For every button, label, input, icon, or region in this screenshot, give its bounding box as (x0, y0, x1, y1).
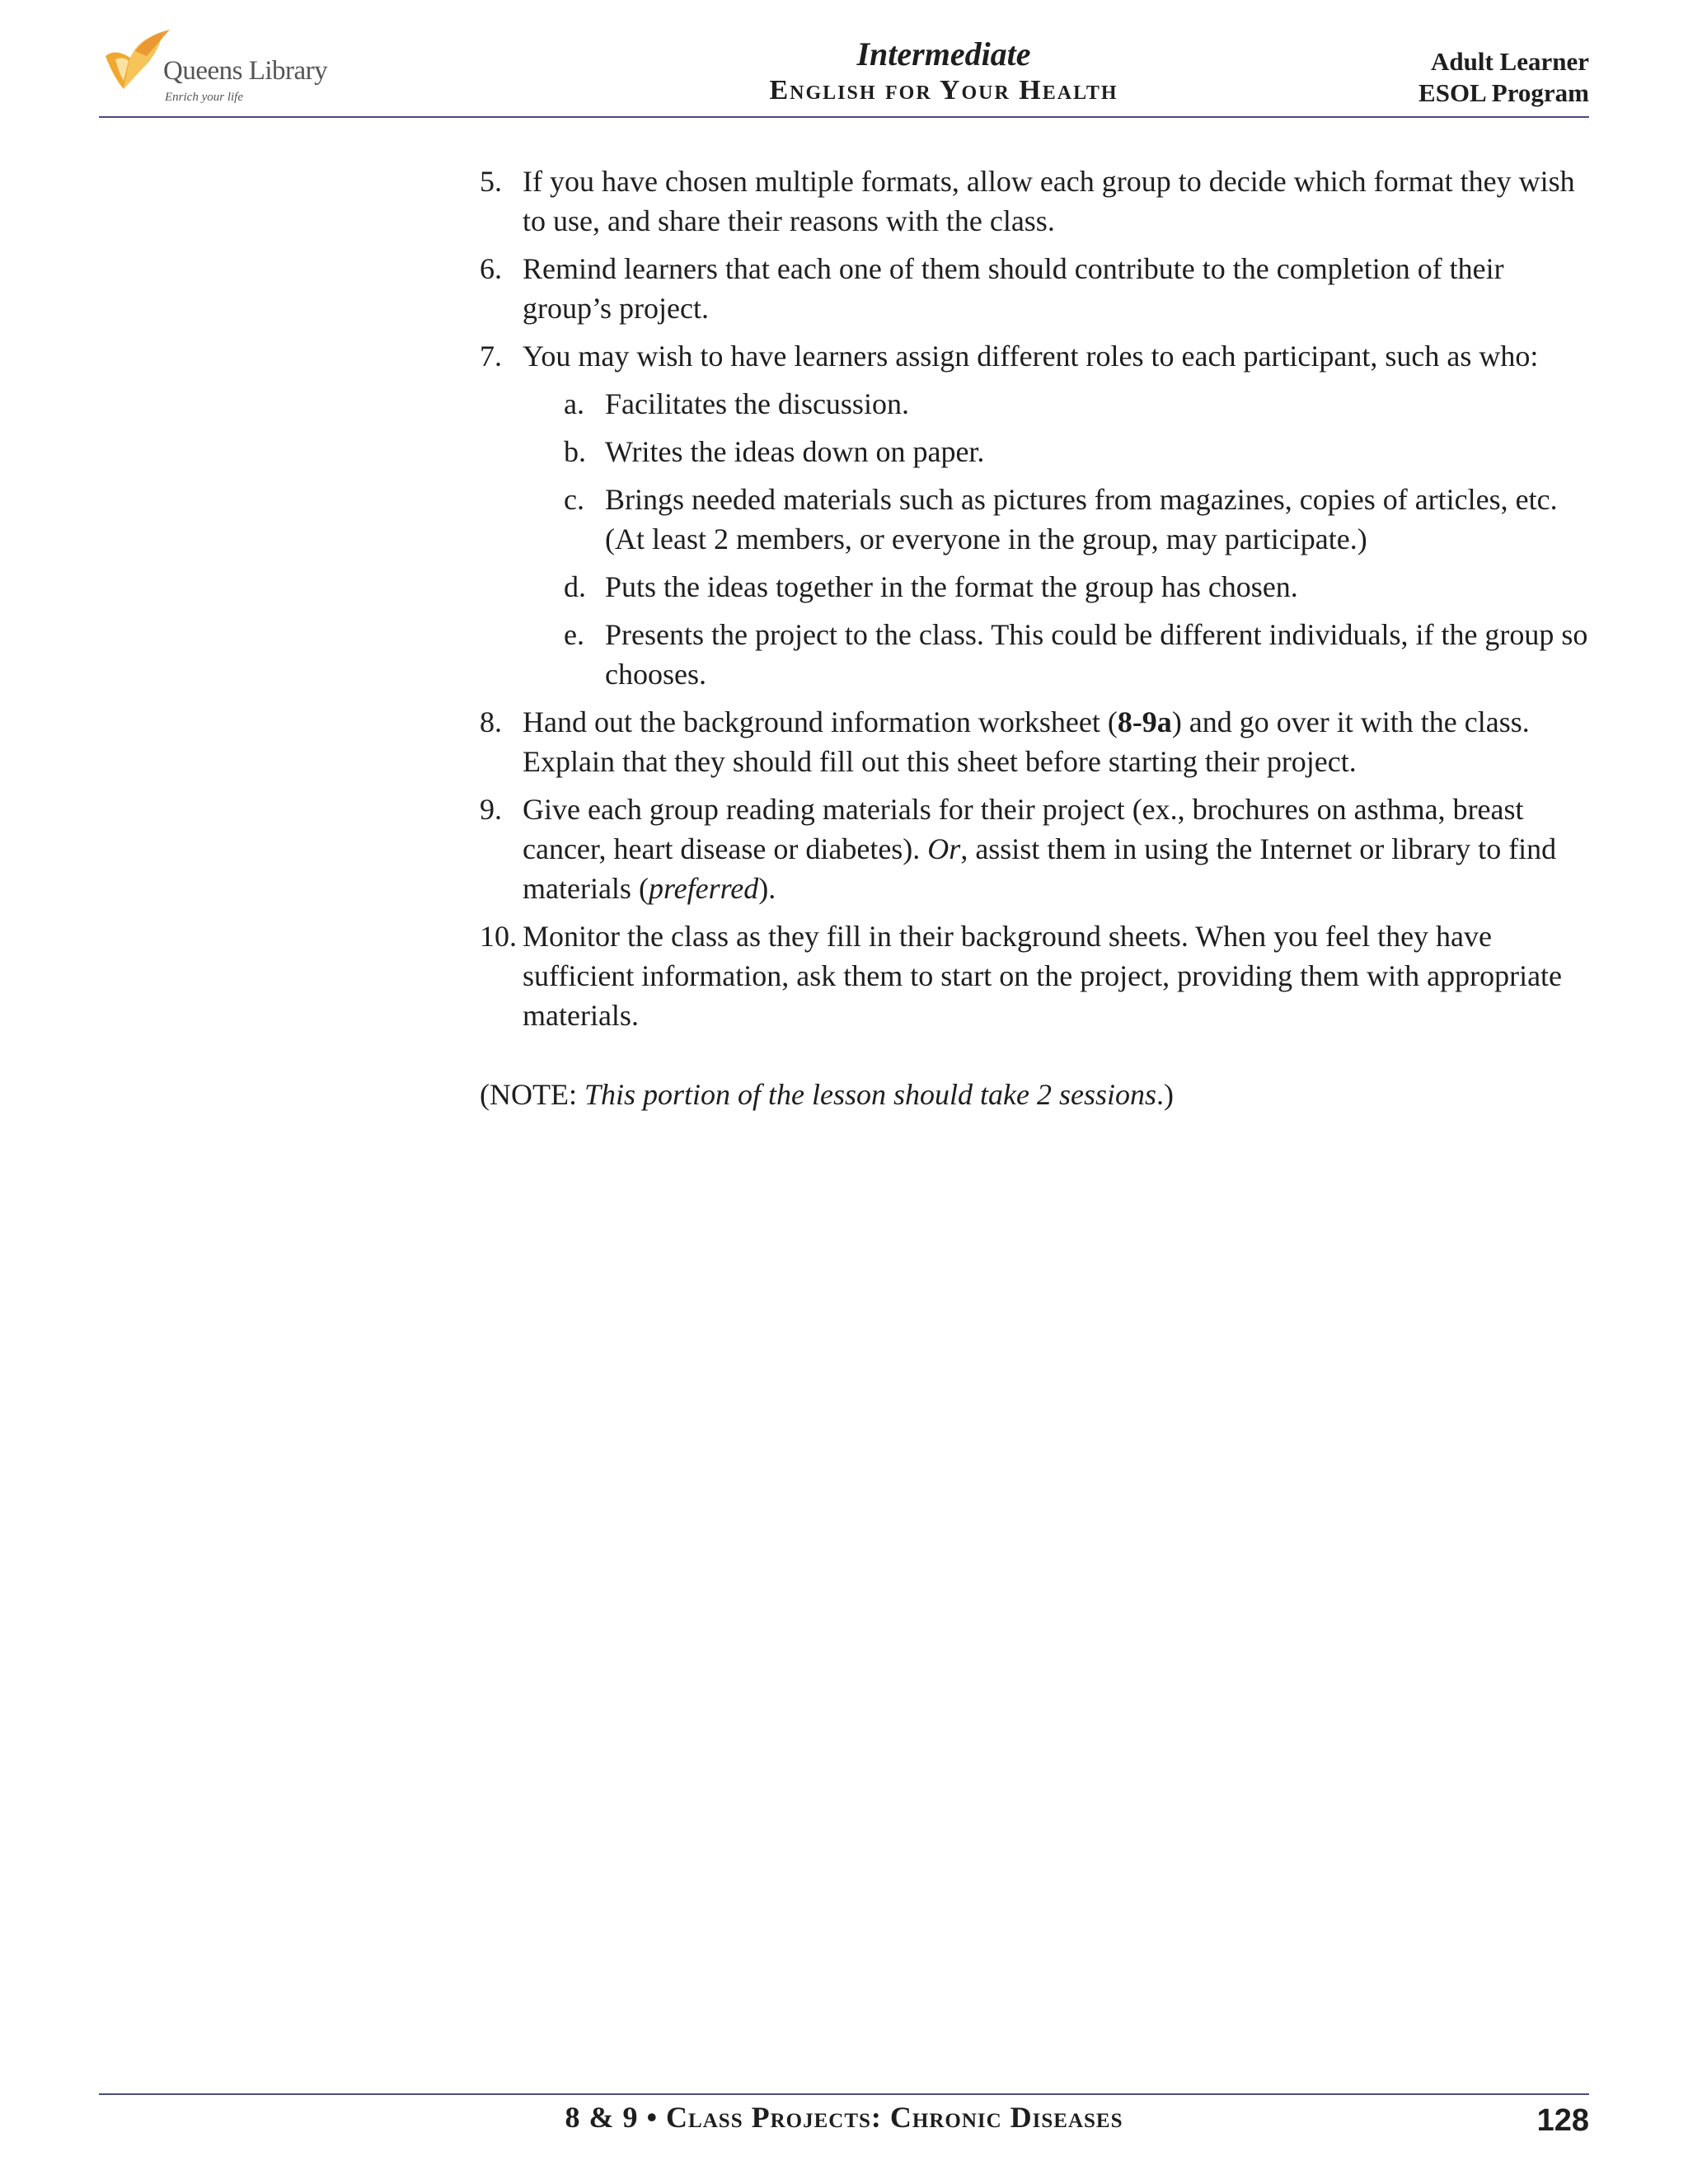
step-number: 7. (480, 340, 502, 373)
step-number: 5. (480, 165, 502, 198)
program-label (1418, 46, 1589, 109)
step-10 (480, 916, 1592, 1035)
note-prefix: (NOTE: (480, 1078, 584, 1111)
program-label-line1: Adult Learner (1430, 47, 1589, 76)
step-6 (480, 249, 1592, 328)
step-text: Remind learners that each one of them should contribute to the completion of their group’s project. (523, 252, 1504, 325)
instructions-list (480, 162, 1592, 1114)
step-9 (480, 790, 1592, 908)
header-title: English for Your Health (769, 75, 1118, 105)
role-item-c (564, 480, 1592, 559)
step-8 (480, 702, 1592, 781)
step-text: If you have chosen multiple formats, allow each group to decide which format they wish to use, and share their reasons with the class. (523, 165, 1575, 237)
step-number: 10. (480, 920, 517, 953)
emphasis-or: Or (927, 832, 961, 865)
role-text: Writes the ideas down on paper. (605, 435, 985, 468)
header-divider (99, 116, 1589, 118)
page-header (99, 16, 1589, 115)
step-7 (480, 336, 1592, 694)
note-text: This portion of the lesson should take 2 sessions (584, 1078, 1156, 1111)
header-title-block (511, 36, 1376, 109)
role-text: Brings needed materials such as pictures from magazines, copies of articles, etc. (At least 2 members, or everyone in the group, may participate.) (605, 483, 1558, 555)
emphasis-preferred: preferred (648, 872, 759, 905)
session-note (480, 1075, 1592, 1114)
footer-section-title: 8 & 9 • Class Projects: Chronic Diseases (565, 2101, 1123, 2134)
step-number: 9. (480, 793, 502, 826)
step-text-before: Hand out the background information worksheet ( (523, 705, 1118, 738)
book-flame-icon (99, 23, 173, 97)
step-text-middle: , assist them in using the Internet or library to find materials ( (523, 832, 1557, 905)
role-item-e (564, 615, 1592, 694)
logo-tagline: Enrich your life (165, 91, 243, 104)
step-text-before: Give each group reading materials for their project (ex., brochures on asthma, breast cancer, heart disease or diabetes). (523, 793, 1524, 865)
logo-name: Queens Library (163, 56, 328, 86)
role-text: Facilitates the discussion. (605, 387, 909, 420)
role-item-a (564, 384, 1592, 424)
page-number: 128 (1536, 2103, 1589, 2138)
program-label-line2: ESOL Program (1418, 78, 1589, 107)
role-letter: b. (564, 435, 586, 468)
step-text: Monitor the class as they fill in their background sheets. When you feel they have sufficient information, ask them to start on the project, providing them with appropriate materials. (523, 920, 1563, 1032)
step-text: You may wish to have learners assign different roles to each participant, such as who: (523, 340, 1539, 373)
role-text: Presents the project to the class. This could be different individuals, if the group so chooses. (605, 618, 1588, 691)
step-number: 6. (480, 252, 502, 285)
queens-library-logo (99, 23, 346, 114)
step-number: 8. (480, 705, 502, 738)
role-item-b (564, 432, 1592, 471)
role-text: Puts the ideas together in the format the group has chosen. (605, 570, 1298, 603)
role-letter: d. (564, 570, 586, 603)
step-text-after: ) and go over it with the class. Explain that they should fill out this sheet before starting their project. (523, 705, 1530, 778)
role-letter: e. (564, 618, 584, 651)
role-letter: c. (564, 483, 584, 516)
role-letter: a. (564, 387, 584, 420)
step-5 (480, 162, 1592, 241)
worksheet-reference: 8-9a (1117, 705, 1172, 738)
role-list (564, 384, 1592, 694)
step-text-after: ). (758, 872, 776, 905)
header-subtitle: Intermediate (856, 35, 1031, 73)
role-item-d (564, 567, 1592, 607)
footer-divider (99, 2093, 1589, 2095)
note-suffix: .) (1156, 1078, 1174, 1111)
